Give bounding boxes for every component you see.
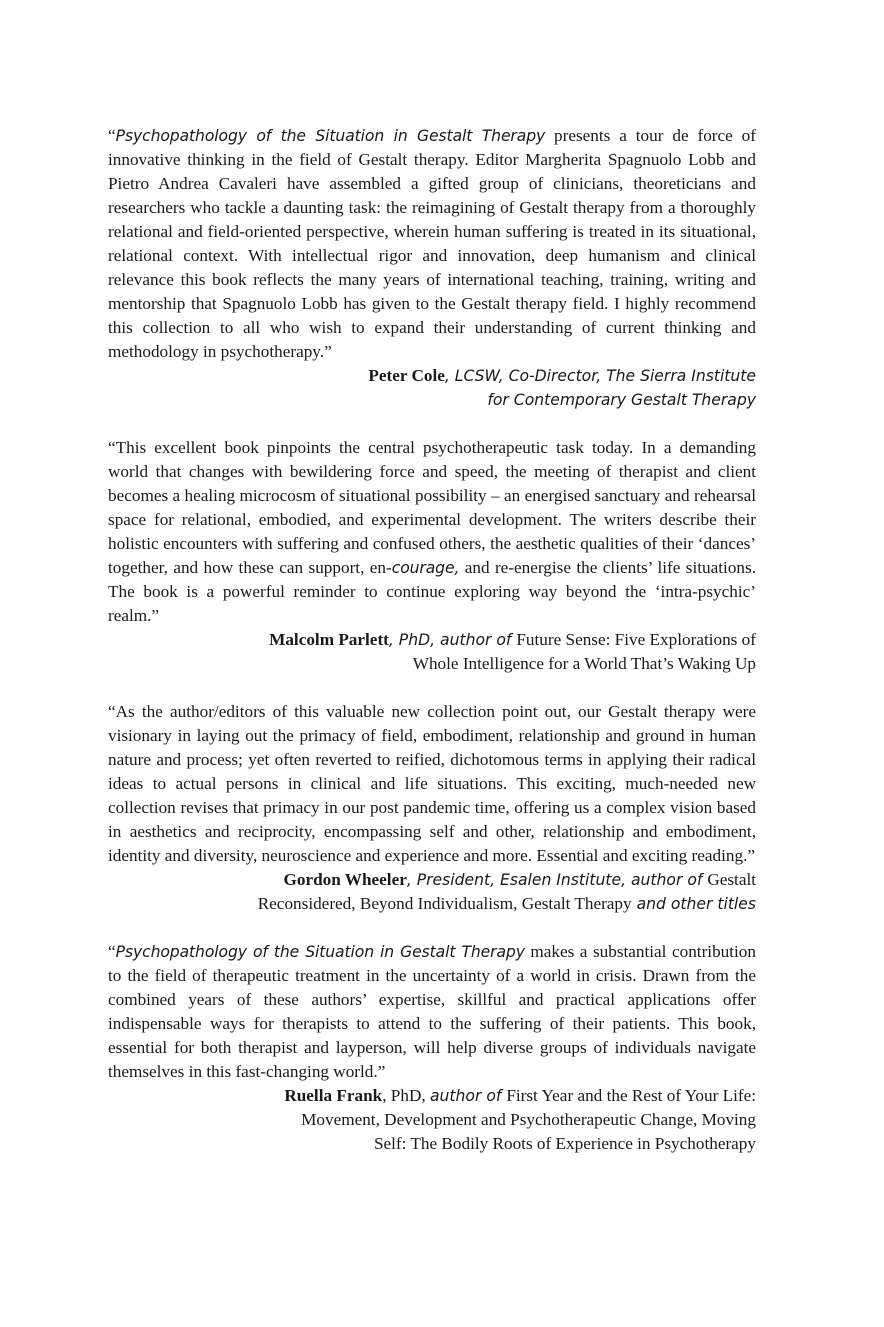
endorser-name: Ruella Frank — [284, 1086, 383, 1105]
endorsement-peter-cole — [108, 124, 756, 412]
endorsement-attribution — [108, 364, 756, 412]
endorsement-attribution — [108, 868, 756, 916]
endorsement-malcolm-parlett — [108, 436, 756, 676]
endorser-credentials-cont: for Contemporary Gestalt Therapy — [487, 391, 756, 409]
endorsement-attribution — [108, 628, 756, 676]
endorsement-quote: “As the author/editors of this valuable new collection point out, our Gestalt therapy were visionary in laying out the primacy of field, embodiment, relationship and ground in human nature and process; yet often reverted to reified, dichotomous terms in applying their radical ideas to actual persons in clinical and life situations. This exciting, much-needed new collection revises that primacy in our post pandemic time, offering us a complex vision based in aesthetics and reciprocity, encompassing self and other, relationship and embodiment, identity and diversity, neuroscience and experience and more. Essential and exciting reading.” — [108, 702, 756, 865]
endorser-degree: , PhD, — [382, 1086, 430, 1105]
endorser-book: First Year and the Rest of Your Life: — [506, 1086, 756, 1105]
endorsement-quote: “Psychopathology of the Situation in Gestalt Therapy presents a tour de force of innovative thinking in the field of Gestalt therapy. Editor Margherita Spagnuolo Lobb and Pietro Andrea Cavaleri have assembled a gifted group of clinicians, theoreticians and researchers who tackle a daunting task: the reimagining of Gestalt therapy from a thoroughly relational and field-oriented perspective, wherein human suffering is treated in its situational, relational context. With intellectual rigor and innovation, deep humanism and clinical relevance this book reflects the many years of international teaching, training, writing and mentorship that Spagnuolo Lobb has given to the Gestalt therapy field. I highly recommend this collection to all who wish to expand their understanding of current thinking and methodology in psychotherapy.” — [108, 126, 756, 361]
endorsements-page — [108, 124, 756, 1180]
endorser-credentials: author of — [429, 1087, 507, 1105]
book-title: Psychopathology of the Situation in Gestalt Therapy — [115, 127, 546, 145]
endorser-other-titles: and other titles — [631, 895, 756, 913]
endorsement-quote: “This excellent book pinpoints the central psychotherapeutic task today. In a demanding world that changes with bewildering force and speed, the meeting of therapist and client becomes a healing microcosm of situational possibility – an energised sanctuary and rehearsal space for relational, embodied, and experimental development. The writers describe their holistic encounters with suffering and confused others, the aesthetic qualities of their ‘dances’ together, and how these can support, en-courage, and re-energise the clients’ life situations. The book is a powerful reminder to continue exploring way beyond the ‘intra-psychic’ realm.” — [108, 438, 756, 625]
endorser-credentials: , President, Esalen Institute, author of — [406, 871, 708, 889]
endorser-name: Gordon Wheeler — [283, 870, 407, 889]
endorsement-gordon-wheeler — [108, 700, 756, 916]
endorser-books-cont: Self: The Bodily Roots of Experience in Psychotherapy — [373, 1134, 756, 1153]
endorser-books-cont: Movement, Development and Psychotherapeutic Change, Moving — [301, 1110, 756, 1129]
endorsement-attribution — [108, 1084, 756, 1156]
endorser-credentials: , LCSW, Co-Director, The Sierra Institute — [444, 367, 756, 385]
endorser-books: Reconsidered, Beyond Individualism, Gestalt Therapy — [257, 894, 632, 913]
endorsement-ruella-frank — [108, 940, 756, 1156]
endorser-credentials: , PhD, author of — [388, 631, 517, 649]
book-title: Psychopathology of the Situation in Gestalt Therapy — [115, 943, 525, 961]
endorser-name: Peter Cole — [368, 366, 445, 385]
endorsement-quote: “Psychopathology of the Situation in Gestalt Therapy makes a substantial contribution to the field of therapeutic treatment in the uncertainty of a world in crisis. Drawn from the combined years of these authors’ expertise, skillful and practical applications offer indispensable ways for therapists to attend to the suffering of their patients. This book, essential for both therapist and layperson, will help diverse groups of individuals navigate themselves in this fast-changing world.” — [108, 942, 756, 1081]
endorser-name: Malcolm Parlett — [269, 630, 389, 649]
endorser-book-cont: Whole Intelligence for a World That’s Waking Up — [412, 654, 756, 673]
endorser-book: Future Sense: Five Explorations of — [516, 630, 756, 649]
endorser-book: Gestalt — [707, 870, 756, 889]
